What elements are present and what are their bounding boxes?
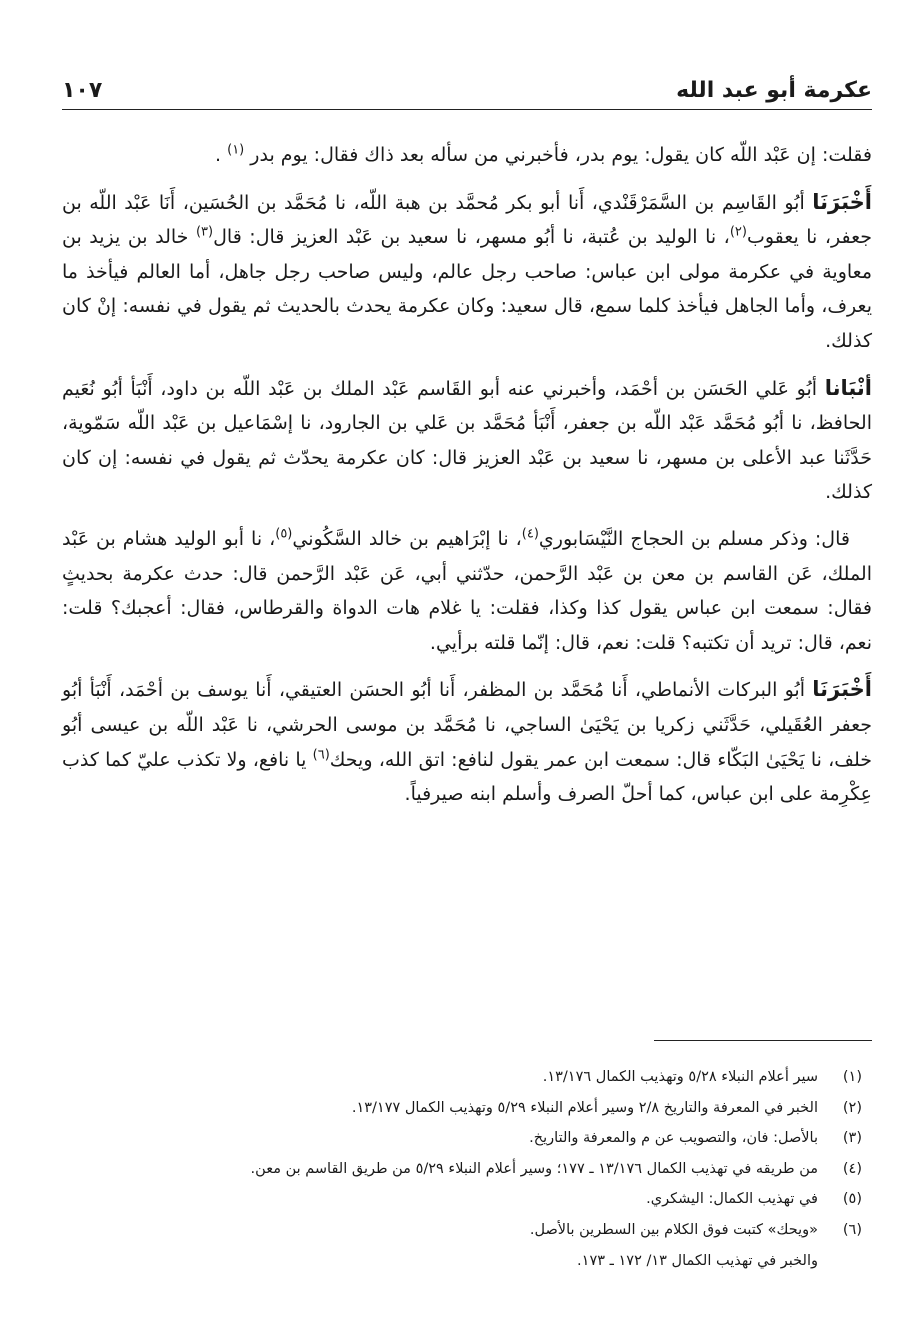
paragraph-text: فقلت: إن عَبْد اللّه كان يقول: يوم بدر، فأخبرني من سأله بعد ذاك فقال: يوم بدر bbox=[244, 144, 872, 166]
footnote-text bbox=[62, 1215, 818, 1276]
footnote-text bbox=[62, 1093, 818, 1124]
paragraph bbox=[62, 371, 872, 510]
page-number: ١٠٧ bbox=[62, 78, 103, 103]
footnote-number: (٣) bbox=[842, 1130, 862, 1147]
footnote-line: من طريقه في تهذيب الكمال ١٣/١٧٦ ـ ١٧٧؛ وسير أعلام النبلاء ٥/٢٩ من طريق القاسم بن معن. bbox=[250, 1160, 818, 1177]
paragraph-lead-word: أَخْبَرَنَا bbox=[812, 677, 872, 702]
header-rule bbox=[62, 109, 872, 110]
footnote-line: والخبر في تهذيب الكمال ١٣/ ١٧٢ ـ ١٧٣. bbox=[577, 1252, 818, 1269]
footnote-text bbox=[62, 1123, 818, 1154]
paragraph-text: ، نا إبْرَاهيم بن خالد السَّكُوني bbox=[292, 527, 522, 550]
paragraph-text: أبُو القَاسِم بن السَّمَرْقَنْدي، أَنا أبو بكر مُحمَّد بن هبة اللّه، نا مُحَمَّد بن الحُسَين، أَنَا عَبْد اللّه بن جعفر، نا يعقوب bbox=[62, 191, 873, 249]
footnote-line: بالأصل: فان، والتصويب عن م والمعرفة والتاريخ. bbox=[529, 1130, 818, 1147]
footnote-line: في تهذيب الكمال: اليشكري. bbox=[646, 1191, 818, 1208]
footnote-line: «ويحك» كتبت فوق الكلام بين السطرين بالأصل. bbox=[529, 1221, 818, 1238]
footnote-reference: (٢) bbox=[729, 224, 747, 240]
footnote-number: (١) bbox=[842, 1069, 862, 1085]
paragraph-text: أبُو عَلي الحَسَن بن أحْمَد، وأخبرني عنه أبو القَاسم عَبْد الملك بن عَبْد اللّه بن داود، أَنْبَأ أبُو نُعَيم الحافظ، نا أبُو مُحَمَّد عَبْد اللّه بن جعفر، أَنْبَأ مُحَمَّد بن عَلي بن الجارود، نا إسْمَاعيل بن عَبْد اللّه سَمّوية، حَدَّثَنا عبد الأعلى بن مسهر، نا سعيد بن عَبْد العزيز قال: كان عكرمة يحدّث ثم يقول في نفسه: إن كان كذلك. bbox=[62, 377, 872, 504]
footnote bbox=[62, 1154, 872, 1185]
paragraph-text: أبُو البركات الأنماطي، أَنا مُحَمَّد بن المظفر، أَنا أبُو الحسَن العتيقي، أَنا يوسف بن أحْمَد، أَنْبَأ أبُو جعفر العُقَيلي، حَدَّثَني زكريا بن يَحْيَىٰ الساجي، نا مُحَمَّد بن موسى الحرشي، نا عَبْد اللّه بن عيسى أبُو خلف، نا يَحْيَىٰ البَكّاء قال: سمعت ابن عمر يقول لنافع: اتق الله، ويحك bbox=[62, 679, 872, 771]
footnote-text bbox=[62, 1154, 818, 1185]
paragraph-text: ، نا أبو الوليد هشام بن عَبْد الملك، عَن القاسم بن معن بن عَبْد الرَّحمن، حدّثني أبي، عَن عَبْد الرَّحمن قال: حدث عكرمة بحديثٍ فقال: سمعت ابن عباس يقول كذا وكذا، فقلت: يا غلام هات الدواة والقرطاس، فقال: أعجبك؟ قلت: نعم، قال: تريد أن تكتبه؟ قلت: نعم، قال: إنّما قلته برأيي. bbox=[62, 527, 872, 654]
footnote-number: (٤) bbox=[842, 1160, 862, 1177]
paragraph bbox=[62, 138, 872, 173]
main-text bbox=[62, 138, 872, 824]
footnote-number: (٦) bbox=[842, 1221, 862, 1238]
paragraph bbox=[62, 185, 872, 359]
footnote-line: سير أعلام النبلاء ٥/٢٨ وتهذيب الكمال ١٣/١٧٦. bbox=[542, 1069, 818, 1085]
page-header bbox=[62, 70, 872, 108]
paragraph-text: خالد بن يزيد بن معاوية في عكرمة مولى ابن عباس: صاحب رجل عالم، وليس صاحب رجل جاهل، أما العالم فيأخذ ما يعرف، وأما الجاهل فيأخذ كلما سمع، قال سعيد: وكان عكرمة يحدث بالحديث ثم يقول في نفسه: إنْ كان كذلك. bbox=[62, 226, 872, 352]
footnote-line: الخبر في المعرفة والتاريخ ٢/٨ وسير أعلام النبلاء ٥/٢٩ وتهذيب الكمال ١٣/١٧٧. bbox=[351, 1099, 818, 1116]
footnote bbox=[62, 1215, 872, 1276]
running-title: عكرمة أبو عبد الله bbox=[676, 78, 872, 103]
footnote-reference: (٥) bbox=[275, 526, 293, 542]
paragraph bbox=[62, 522, 872, 660]
paragraph-text: . bbox=[215, 144, 228, 166]
paragraph-text: ، نا الوليد بن عُتبة، نا أبُو مسهر، نا سعيد بن عَبْد العزيز قال: قال bbox=[213, 226, 730, 249]
footnote-text bbox=[62, 1184, 818, 1215]
footnote-separator bbox=[654, 1040, 872, 1041]
footnote-reference: (٤) bbox=[521, 526, 539, 542]
paragraph-lead-word: أنْبَانا bbox=[824, 375, 872, 400]
footnote bbox=[62, 1184, 872, 1215]
footnotes bbox=[62, 1062, 872, 1276]
footnote-text bbox=[62, 1062, 818, 1093]
paragraph bbox=[62, 672, 872, 811]
footnote-reference: (٦) bbox=[312, 747, 330, 763]
paragraph-lead-word: أَخْبَرَنَا bbox=[812, 189, 872, 214]
footnote-number: (٥) bbox=[842, 1191, 862, 1208]
paragraph-text: قال: وذكر مسلم بن الحجاج النَّيْسَابوري bbox=[538, 527, 850, 550]
footnote bbox=[62, 1093, 872, 1124]
footnote bbox=[62, 1062, 872, 1093]
footnote bbox=[62, 1123, 872, 1154]
footnote-number: (٢) bbox=[842, 1099, 862, 1116]
footnote-reference: (١) bbox=[227, 142, 245, 158]
paragraph-text: يا نافع، ولا تكذب عليّ كما كذب عِكْرِمة على ابن عباس، كما أحلّ الصرف وأسلم ابنه صيرفياً. bbox=[62, 748, 872, 806]
footnote-reference: (٣) bbox=[195, 224, 214, 240]
